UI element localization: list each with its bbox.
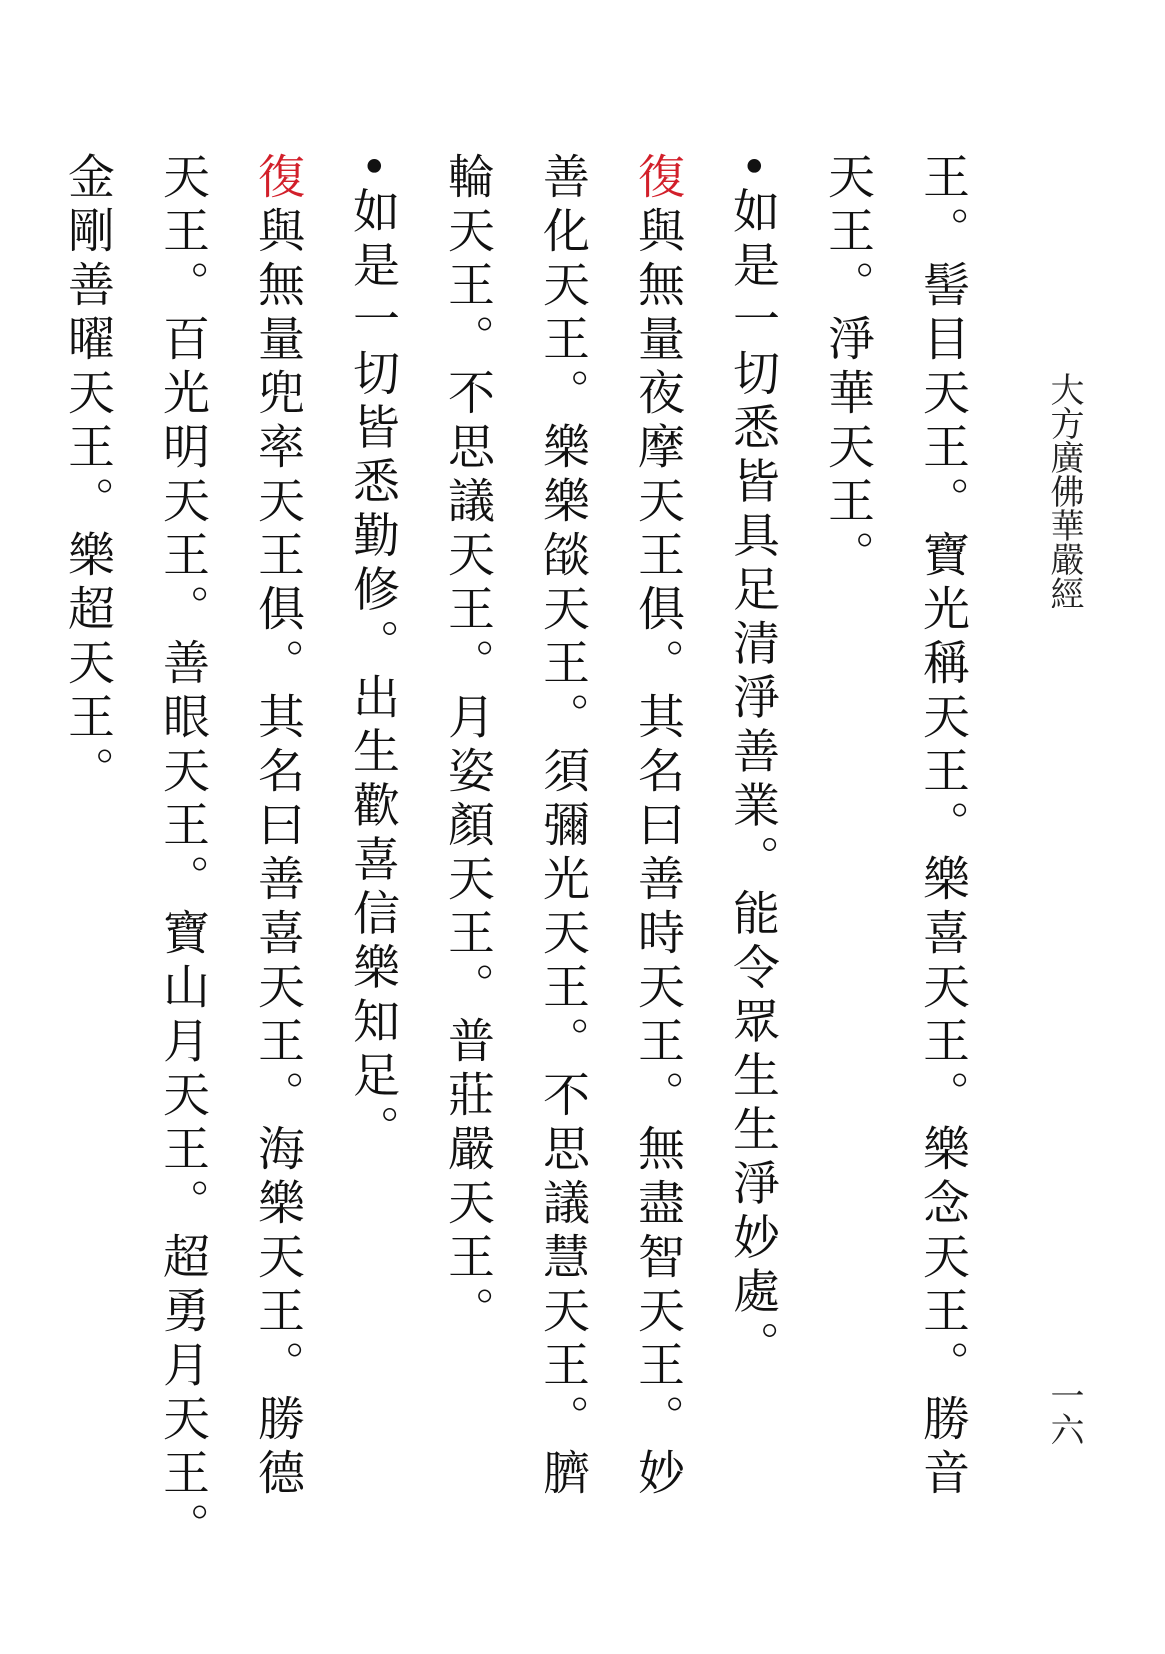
text-line-content: •如是一切皆悉勤修。出生歡喜信樂知足。 [345, 152, 400, 1159]
text-line-content: •如是一切悉皆具足清淨善業。能令眾生生淨妙處。 [725, 152, 780, 1375]
text-line [705, 152, 800, 1572]
text-line-content: 金剛善曜天王。樂超天王。 [60, 152, 115, 800]
sutra-text-block [60, 152, 990, 1572]
text-line [325, 152, 420, 1572]
text-line-content: 與無量夜摩天王俱。其名曰善時天王。無盡智天王。妙 [630, 206, 685, 1502]
red-marker-character: 復 [630, 152, 685, 206]
red-marker-character: 復 [250, 152, 305, 206]
text-line [800, 152, 895, 1572]
text-line-content: 天王。淨華天王。 [820, 152, 875, 584]
text-line [895, 152, 990, 1572]
text-line [515, 152, 610, 1572]
text-line [40, 152, 135, 1572]
page-number: 一六 [1044, 1378, 1084, 1446]
text-line [420, 152, 515, 1572]
text-line-content: 善化天王。樂樂燄天王。須彌光天王。不思議慧天王。臍 [535, 152, 590, 1502]
text-line-content: 輪天王。不思議天王。月姿顏天王。普莊嚴天王。 [440, 152, 495, 1340]
text-line [135, 152, 230, 1572]
text-line-content: 天王。百光明天王。善眼天王。寶山月天王。超勇月天王。 [155, 152, 210, 1556]
text-line [230, 152, 325, 1572]
text-line-content: 王。髻目天王。寶光稱天王。樂喜天王。樂念天王。勝音 [915, 152, 970, 1502]
text-line-content: 與無量兜率天王俱。其名曰善喜天王。海樂天王。勝德 [250, 206, 305, 1502]
text-line [610, 152, 705, 1572]
running-title: 大方廣佛華嚴經 [1044, 372, 1084, 610]
